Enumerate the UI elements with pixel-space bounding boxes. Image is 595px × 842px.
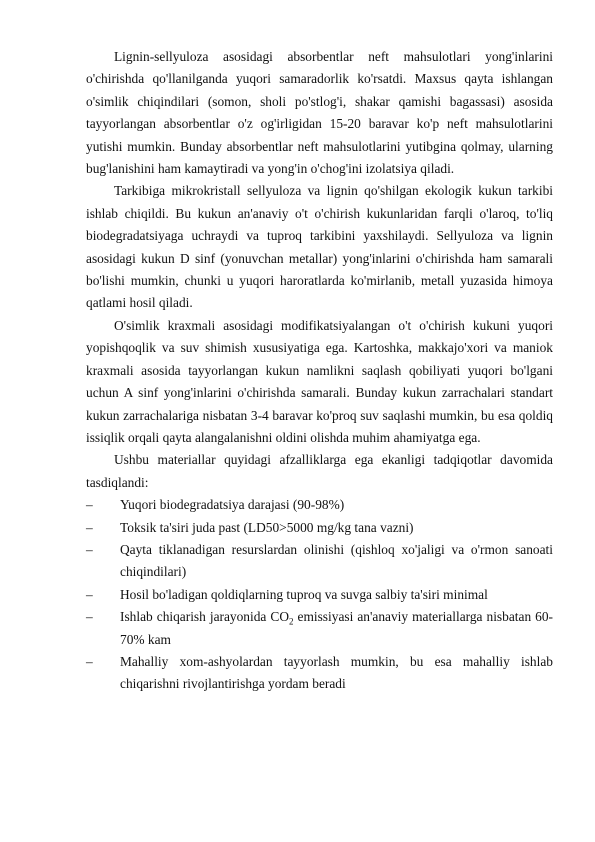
list-item	[86, 584, 553, 606]
dash-bullet: –	[86, 609, 93, 625]
paragraph-lignin-cellulose-absorbents: Lignin-sellyuloza asosidagi absorbentlar neft mahsulotlari yong'inlarini o'chirishda qo'llanilganda yuqori samaradorlik ko'rsatdi. Maxsus qayta ishlangan o'simlik chiqindilari (somon, sholi po'stlog'i, shakar qamishi bagassasi) asosida tayyorlangan absorbentlar o'z og'irligidan 15-20 baravar ko'p neft mahsulotlarini yutishi mumkin. Bunday absorbentlar neft mahsulotlarini yutibgina qolmay, ularning bug'lanishini ham kamaytiradi va yong'in o'chog'ini izolatsiya qiladi.	[86, 49, 553, 177]
paragraph-advantages-intro: Ushbu materiallar quyidagi afzalliklarga ega ekanligi tadqiqotlar davomida tasdiqlandi:	[86, 452, 553, 490]
list-item	[86, 517, 553, 539]
list-item-text: Hosil bo'ladigan qoldiqlarning tuproq va suvga salbiy ta'siri minimal	[120, 586, 488, 602]
list-item-text-post: emissiyasi an'anaviy materiallarga nisbatan 60-70% kam	[120, 609, 554, 647]
list-item-text: Mahalliy xom-ashyolardan tayyorlash mumkin, bu esa mahalliy ishlab chiqarishni rivojlantirishga yordam beradi	[120, 653, 553, 692]
list-item	[86, 651, 553, 696]
list-item-text: Qayta tiklanadigan resurslardan olinishi (qishloq xo'jaligi va o'rmon sanoati chiqindilari)	[120, 541, 553, 580]
list-item-text: Toksik ta'siri juda past (LD50>5000 mg/kg tana vazni)	[120, 519, 414, 535]
dash-bullet: –	[86, 519, 93, 535]
dash-bullet: –	[86, 497, 93, 513]
list-item-text: Yuqori biodegradatsiya darajasi (90-98%)	[120, 497, 345, 513]
dash-bullet: –	[86, 541, 93, 557]
dash-bullet: –	[86, 653, 93, 669]
document-page	[86, 46, 553, 696]
list-item	[86, 539, 553, 584]
dash-bullet: –	[86, 586, 93, 602]
subscript-two: 2	[289, 616, 294, 627]
paragraph-eco-powder: Tarkibiga mikrokristall sellyuloza va lignin qo'shilgan ekologik kukun tarkibi ishlab chiqildi. Bu kukun an'anaviy o't o'chirish kukunlaridan farqli o'laroq, to'liq biodegradatsiyaga uchraydi va tuproq tarkibini yaxshilaydi. Sellyuloza va lignin asosidagi kukun D sinf (yonuvchan metallar) yong'inlarini o'chirishda ham samarali bo'lishi mumkin, chunki u yuqori haroratlarda ko'mirlanib, metall yuzasida himoya qatlami hosil qiladi.	[86, 183, 553, 311]
advantages-list	[86, 494, 553, 696]
list-item	[86, 606, 553, 651]
paragraph-starch-powder: O'simlik kraxmali asosidagi modifikatsiyalangan o't o'chirish kukuni yuqori yopishqoqlik va suv shimish xususiyatiga ega. Kartoshka, makkajo'xori va maniok kraxmali asosida tayyorlangan kukun namlikni saqlash qobiliyati yuqori bo'lgani uchun A sinf yong'inlarini o'chirishda samarali. Bunday kukun zarrachalari standart kukun zarrachalariga nisbatan 3-4 baravar ko'proq suv saqlashi mumkin, bu esa qoldiq issiqlik orqali qayta alangalanishni oldini olishda muhim ahamiyatga ega.	[86, 317, 553, 445]
list-item	[86, 494, 553, 516]
list-item-text-pre: Ishlab chiqarish jarayonida CO	[120, 609, 289, 625]
